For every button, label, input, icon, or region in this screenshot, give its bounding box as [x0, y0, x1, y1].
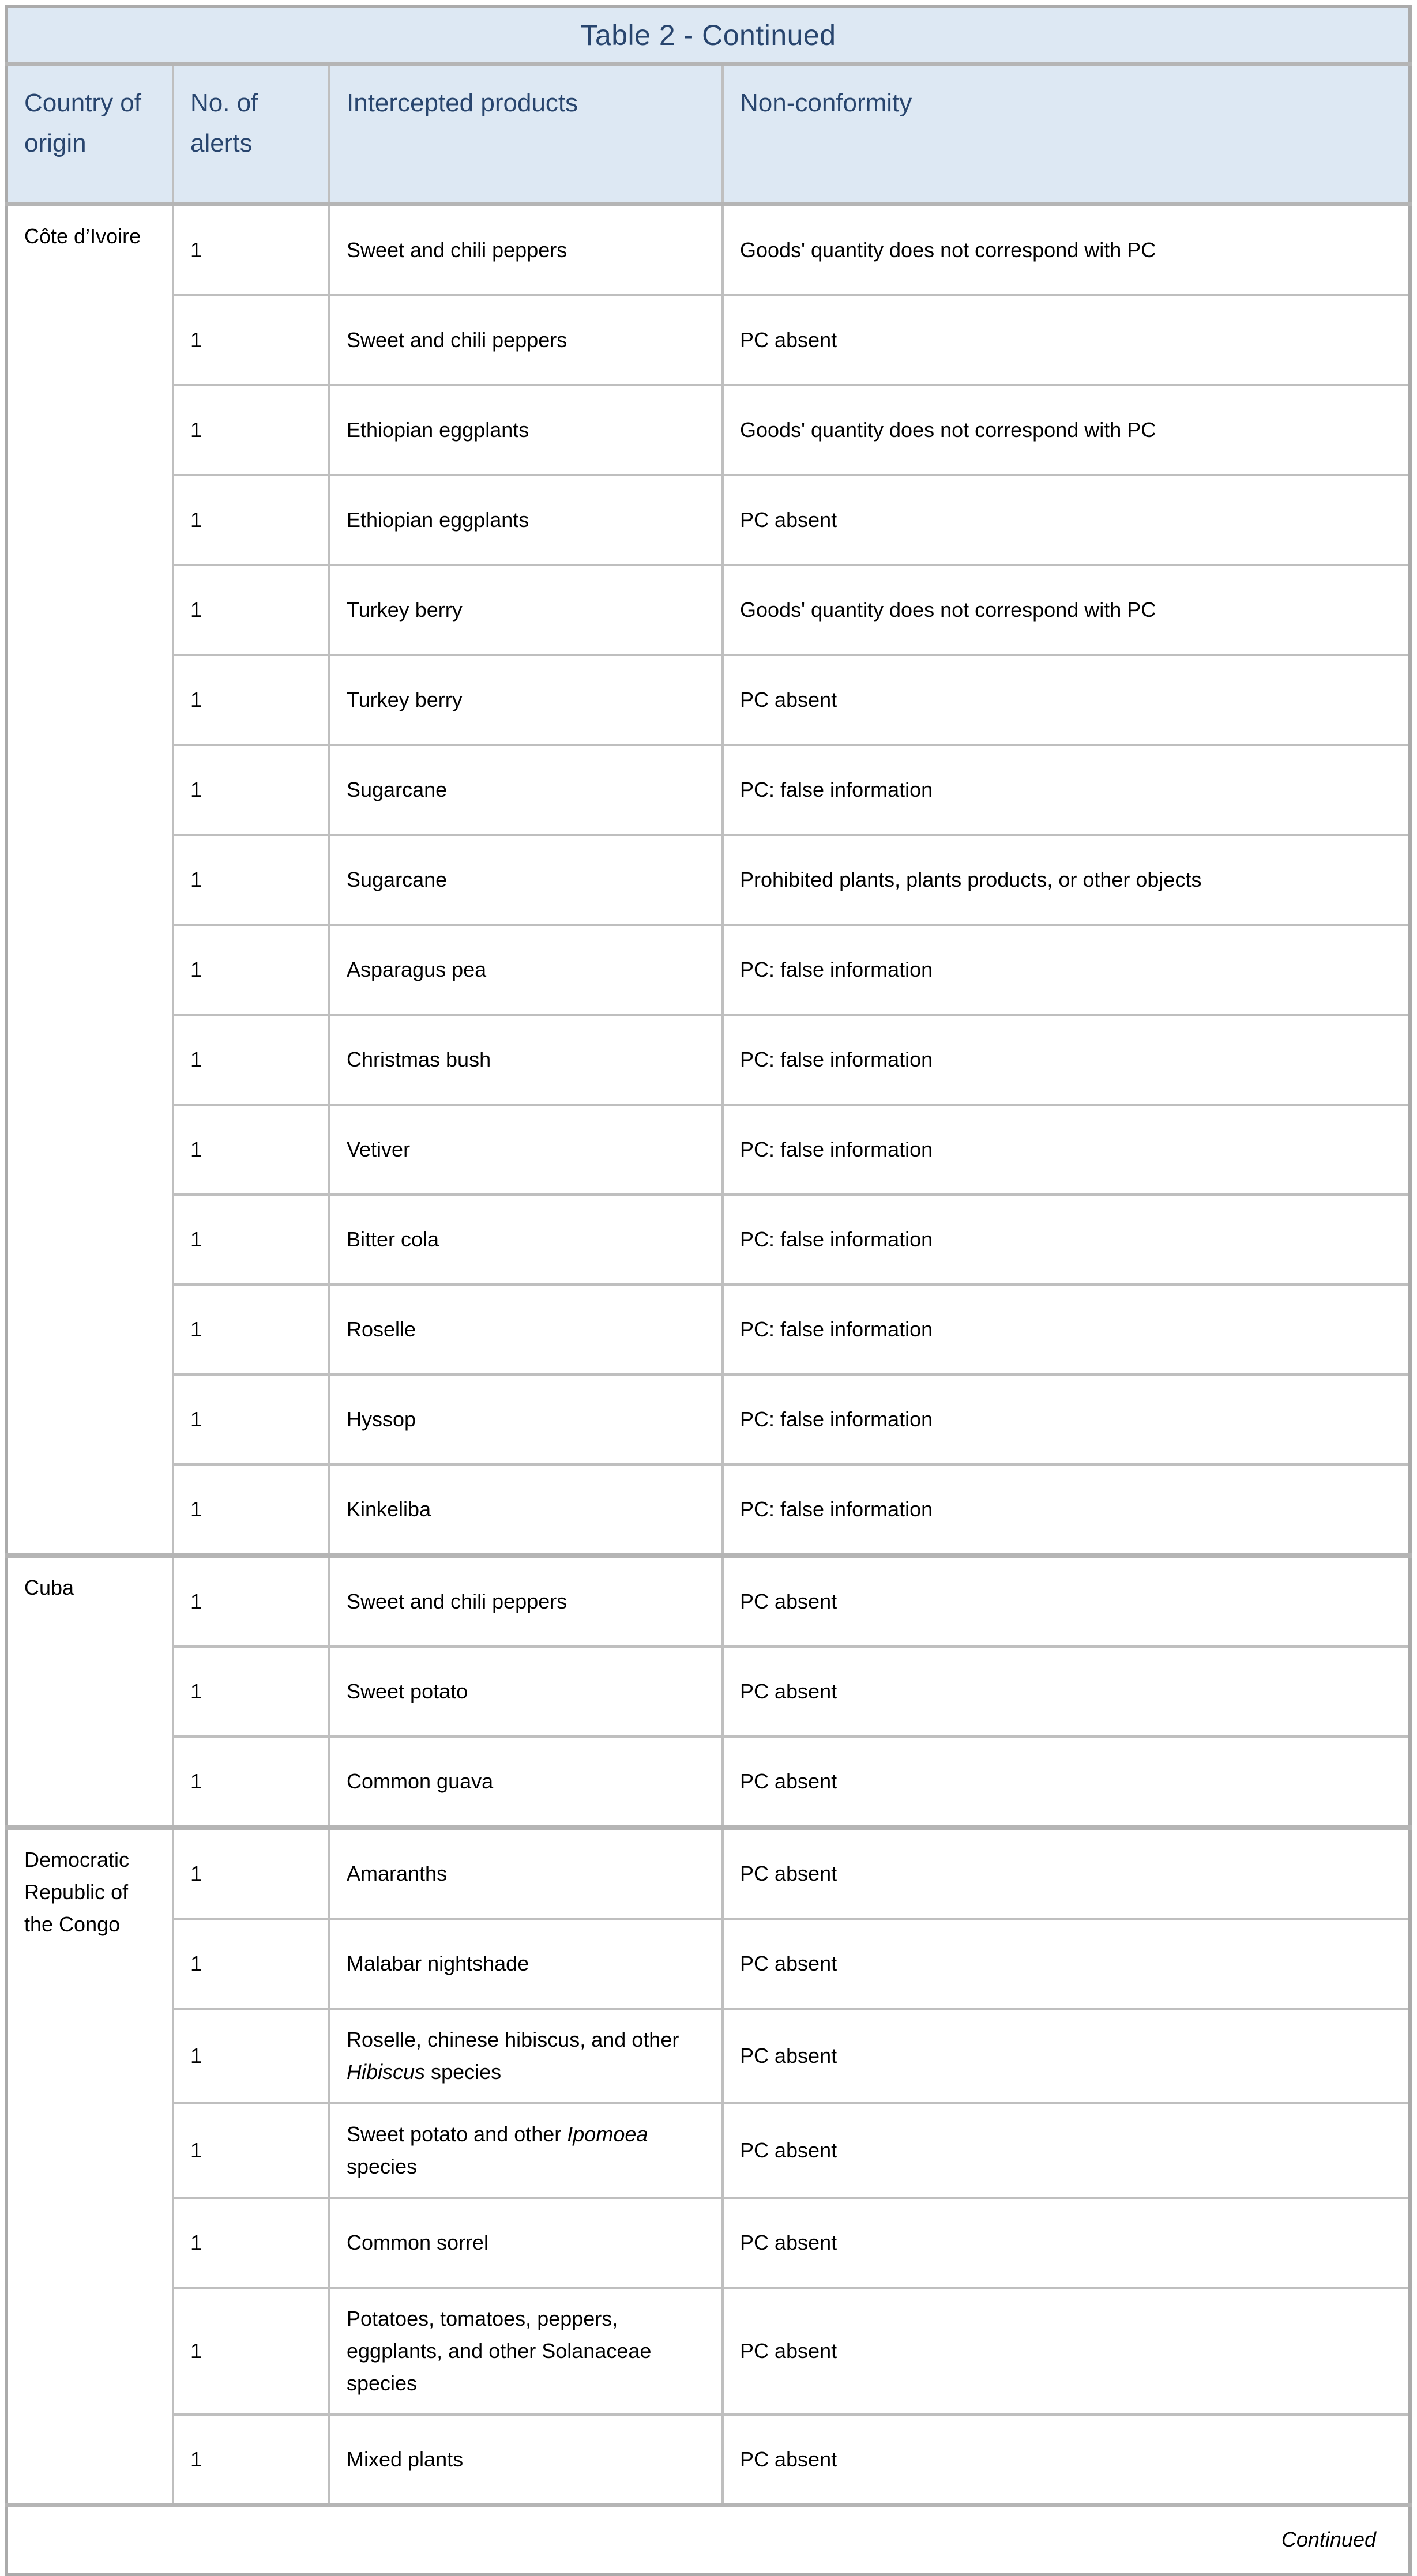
table-row — [6, 1737, 1410, 1828]
non-conformity-cell: PC absent — [723, 475, 1410, 565]
table-body — [6, 204, 1410, 2505]
table-row — [6, 1919, 1410, 2009]
intercepted-product-cell — [329, 2198, 723, 2288]
footer-cell — [6, 2505, 1410, 2574]
table-row — [6, 565, 1410, 655]
product-text: Ethiopian eggplants — [347, 418, 529, 442]
non-conformity-cell: Goods' quantity does not correspond with PC — [723, 385, 1410, 475]
product-text: species — [347, 2155, 418, 2178]
non-conformity-cell: PC: false information — [723, 1464, 1410, 1556]
table-row — [6, 385, 1410, 475]
non-conformity-cell: Prohibited plants, plants products, or other objects — [723, 835, 1410, 925]
alerts-count-cell: 1 — [173, 475, 329, 565]
table-row — [6, 1195, 1410, 1285]
intercepted-product-cell — [329, 1828, 723, 1919]
country-cell: Cuba — [6, 1556, 173, 1828]
product-text: Common sorrel — [347, 2231, 489, 2254]
product-text: species — [425, 2060, 502, 2084]
intercepted-product-cell — [329, 1919, 723, 2009]
alerts-count-cell: 1 — [173, 295, 329, 385]
intercepted-product-cell — [329, 925, 723, 1015]
non-conformity-cell: Goods' quantity does not correspond with PC — [723, 565, 1410, 655]
non-conformity-cell: PC absent — [723, 1737, 1410, 1828]
product-text: Hyssop — [347, 1407, 416, 1431]
non-conformity-cell: PC absent — [723, 1647, 1410, 1737]
intercepted-product-cell — [329, 2103, 723, 2198]
alerts-count-cell: 1 — [173, 745, 329, 835]
non-conformity-cell: PC absent — [723, 655, 1410, 745]
intercepted-product-cell — [329, 2288, 723, 2415]
col-header-non-conformity: Non-conformity — [723, 64, 1410, 204]
alerts-count-cell: 1 — [173, 2198, 329, 2288]
alerts-count-cell: 1 — [173, 204, 329, 295]
table-row — [6, 1374, 1410, 1464]
product-text: Kinkeliba — [347, 1497, 431, 1521]
intercepted-product-cell — [329, 385, 723, 475]
table-row — [6, 655, 1410, 745]
non-conformity-cell: PC absent — [723, 2009, 1410, 2103]
non-conformity-cell: PC absent — [723, 2198, 1410, 2288]
product-text: Asparagus pea — [347, 958, 487, 981]
alerts-count-cell: 1 — [173, 1105, 329, 1195]
intercepted-product-cell — [329, 835, 723, 925]
intercepted-product-cell — [329, 1556, 723, 1647]
table-row — [6, 2103, 1410, 2198]
product-text: Potatoes, tomatoes, peppers, eggplants, and other Solanaceae species — [347, 2307, 652, 2395]
table-row — [6, 1285, 1410, 1374]
intercepted-product-cell — [329, 204, 723, 295]
alerts-count-cell: 1 — [173, 385, 329, 475]
product-text: Christmas bush — [347, 1048, 491, 1071]
product-text: Sugarcane — [347, 778, 448, 801]
non-conformity-cell: PC absent — [723, 1919, 1410, 2009]
product-text: Roselle, chinese hibiscus, and other — [347, 2028, 679, 2051]
product-taxon-italic: Hibiscus — [347, 2060, 426, 2084]
table-title: Table 2 - Continued — [6, 6, 1410, 64]
alerts-count-cell: 1 — [173, 1828, 329, 1919]
alerts-count-cell: 1 — [173, 1919, 329, 2009]
product-text: Sweet potato — [347, 1679, 468, 1703]
alerts-count-cell: 1 — [173, 1285, 329, 1374]
product-text: Sweet and chili peppers — [347, 1590, 567, 1613]
table-container — [5, 5, 1412, 2576]
intercepted-product-cell — [329, 2009, 723, 2103]
table-row — [6, 2009, 1410, 2103]
table-row — [6, 1105, 1410, 1195]
non-conformity-cell: PC absent — [723, 1556, 1410, 1647]
col-header-no-of-alerts: No. of alerts — [173, 64, 329, 204]
intercepted-product-cell — [329, 2415, 723, 2505]
product-text: Malabar nightshade — [347, 1952, 529, 1975]
table-row — [6, 1015, 1410, 1105]
product-text: Sugarcane — [347, 868, 448, 891]
alerts-count-cell: 1 — [173, 1647, 329, 1737]
alerts-count-cell: 1 — [173, 1015, 329, 1105]
alerts-count-cell: 1 — [173, 835, 329, 925]
non-conformity-cell: PC: false information — [723, 925, 1410, 1015]
footer-row — [6, 2505, 1410, 2574]
alerts-count-cell: 1 — [173, 925, 329, 1015]
table-row — [6, 475, 1410, 565]
non-conformity-cell: PC: false information — [723, 745, 1410, 835]
non-conformity-cell: PC absent — [723, 2288, 1410, 2415]
intercepted-product-cell — [329, 1195, 723, 1285]
col-header-country-of-origin: Country of origin — [6, 64, 173, 204]
alerts-count-cell: 1 — [173, 2288, 329, 2415]
non-conformity-cell: PC: false information — [723, 1374, 1410, 1464]
product-text: Bitter cola — [347, 1227, 439, 1251]
intercepted-product-cell — [329, 1737, 723, 1828]
non-conformity-cell: PC absent — [723, 1828, 1410, 1919]
table-row — [6, 1828, 1410, 1919]
table-row — [6, 295, 1410, 385]
table-row — [6, 835, 1410, 925]
header-row — [6, 64, 1410, 204]
intercepted-product-cell — [329, 1374, 723, 1464]
non-conformity-cell: PC: false information — [723, 1015, 1410, 1105]
intercepted-product-cell — [329, 1105, 723, 1195]
alerts-count-cell: 1 — [173, 1464, 329, 1556]
intercepted-product-cell — [329, 745, 723, 835]
non-conformity-cell: Goods' quantity does not correspond with PC — [723, 204, 1410, 295]
col-header-intercepted-products: Intercepted products — [329, 64, 723, 204]
non-conformity-cell: PC: false information — [723, 1195, 1410, 1285]
table-row — [6, 2415, 1410, 2505]
table-row — [6, 1464, 1410, 1556]
product-text: Sweet and chili peppers — [347, 238, 567, 262]
product-text: Turkey berry — [347, 598, 463, 622]
alerts-count-cell: 1 — [173, 2415, 329, 2505]
country-cell: Côte d’Ivoire — [6, 204, 173, 1556]
non-conformity-cell: PC absent — [723, 2103, 1410, 2198]
table-row — [6, 745, 1410, 835]
alerts-count-cell: 1 — [173, 565, 329, 655]
table-row — [6, 204, 1410, 295]
product-taxon-italic: Ipomoea — [567, 2122, 648, 2146]
non-conformity-cell: PC: false information — [723, 1285, 1410, 1374]
alerts-count-cell: 1 — [173, 1556, 329, 1647]
product-text: Sweet and chili peppers — [347, 328, 567, 352]
table-row — [6, 1556, 1410, 1647]
continued-label: Continued — [1281, 2528, 1376, 2551]
product-text: Roselle — [347, 1317, 416, 1341]
alerts-count-cell: 1 — [173, 1737, 329, 1828]
product-text: Turkey berry — [347, 688, 463, 711]
title-row — [6, 6, 1410, 64]
intercepted-product-cell — [329, 1015, 723, 1105]
intercepted-product-cell — [329, 1285, 723, 1374]
country-cell: Democratic Republic of the Congo — [6, 1828, 173, 2505]
product-text: Vetiver — [347, 1138, 411, 1161]
alerts-count-cell: 1 — [173, 2009, 329, 2103]
product-text: Mixed plants — [347, 2447, 464, 2471]
product-text: Amaranths — [347, 1862, 448, 1885]
interceptions-table — [5, 5, 1412, 2576]
table-row — [6, 1647, 1410, 1737]
intercepted-product-cell — [329, 565, 723, 655]
intercepted-product-cell — [329, 295, 723, 385]
table-row — [6, 925, 1410, 1015]
intercepted-product-cell — [329, 1647, 723, 1737]
table-row — [6, 2198, 1410, 2288]
product-text: Sweet potato and other — [347, 2122, 567, 2146]
alerts-count-cell: 1 — [173, 1195, 329, 1285]
intercepted-product-cell — [329, 655, 723, 745]
non-conformity-cell: PC absent — [723, 2415, 1410, 2505]
alerts-count-cell: 1 — [173, 655, 329, 745]
intercepted-product-cell — [329, 475, 723, 565]
alerts-count-cell: 1 — [173, 2103, 329, 2198]
alerts-count-cell: 1 — [173, 1374, 329, 1464]
non-conformity-cell: PC absent — [723, 295, 1410, 385]
table-row — [6, 2288, 1410, 2415]
product-text: Ethiopian eggplants — [347, 508, 529, 532]
product-text: Common guava — [347, 1769, 494, 1793]
non-conformity-cell: PC: false information — [723, 1105, 1410, 1195]
intercepted-product-cell — [329, 1464, 723, 1556]
